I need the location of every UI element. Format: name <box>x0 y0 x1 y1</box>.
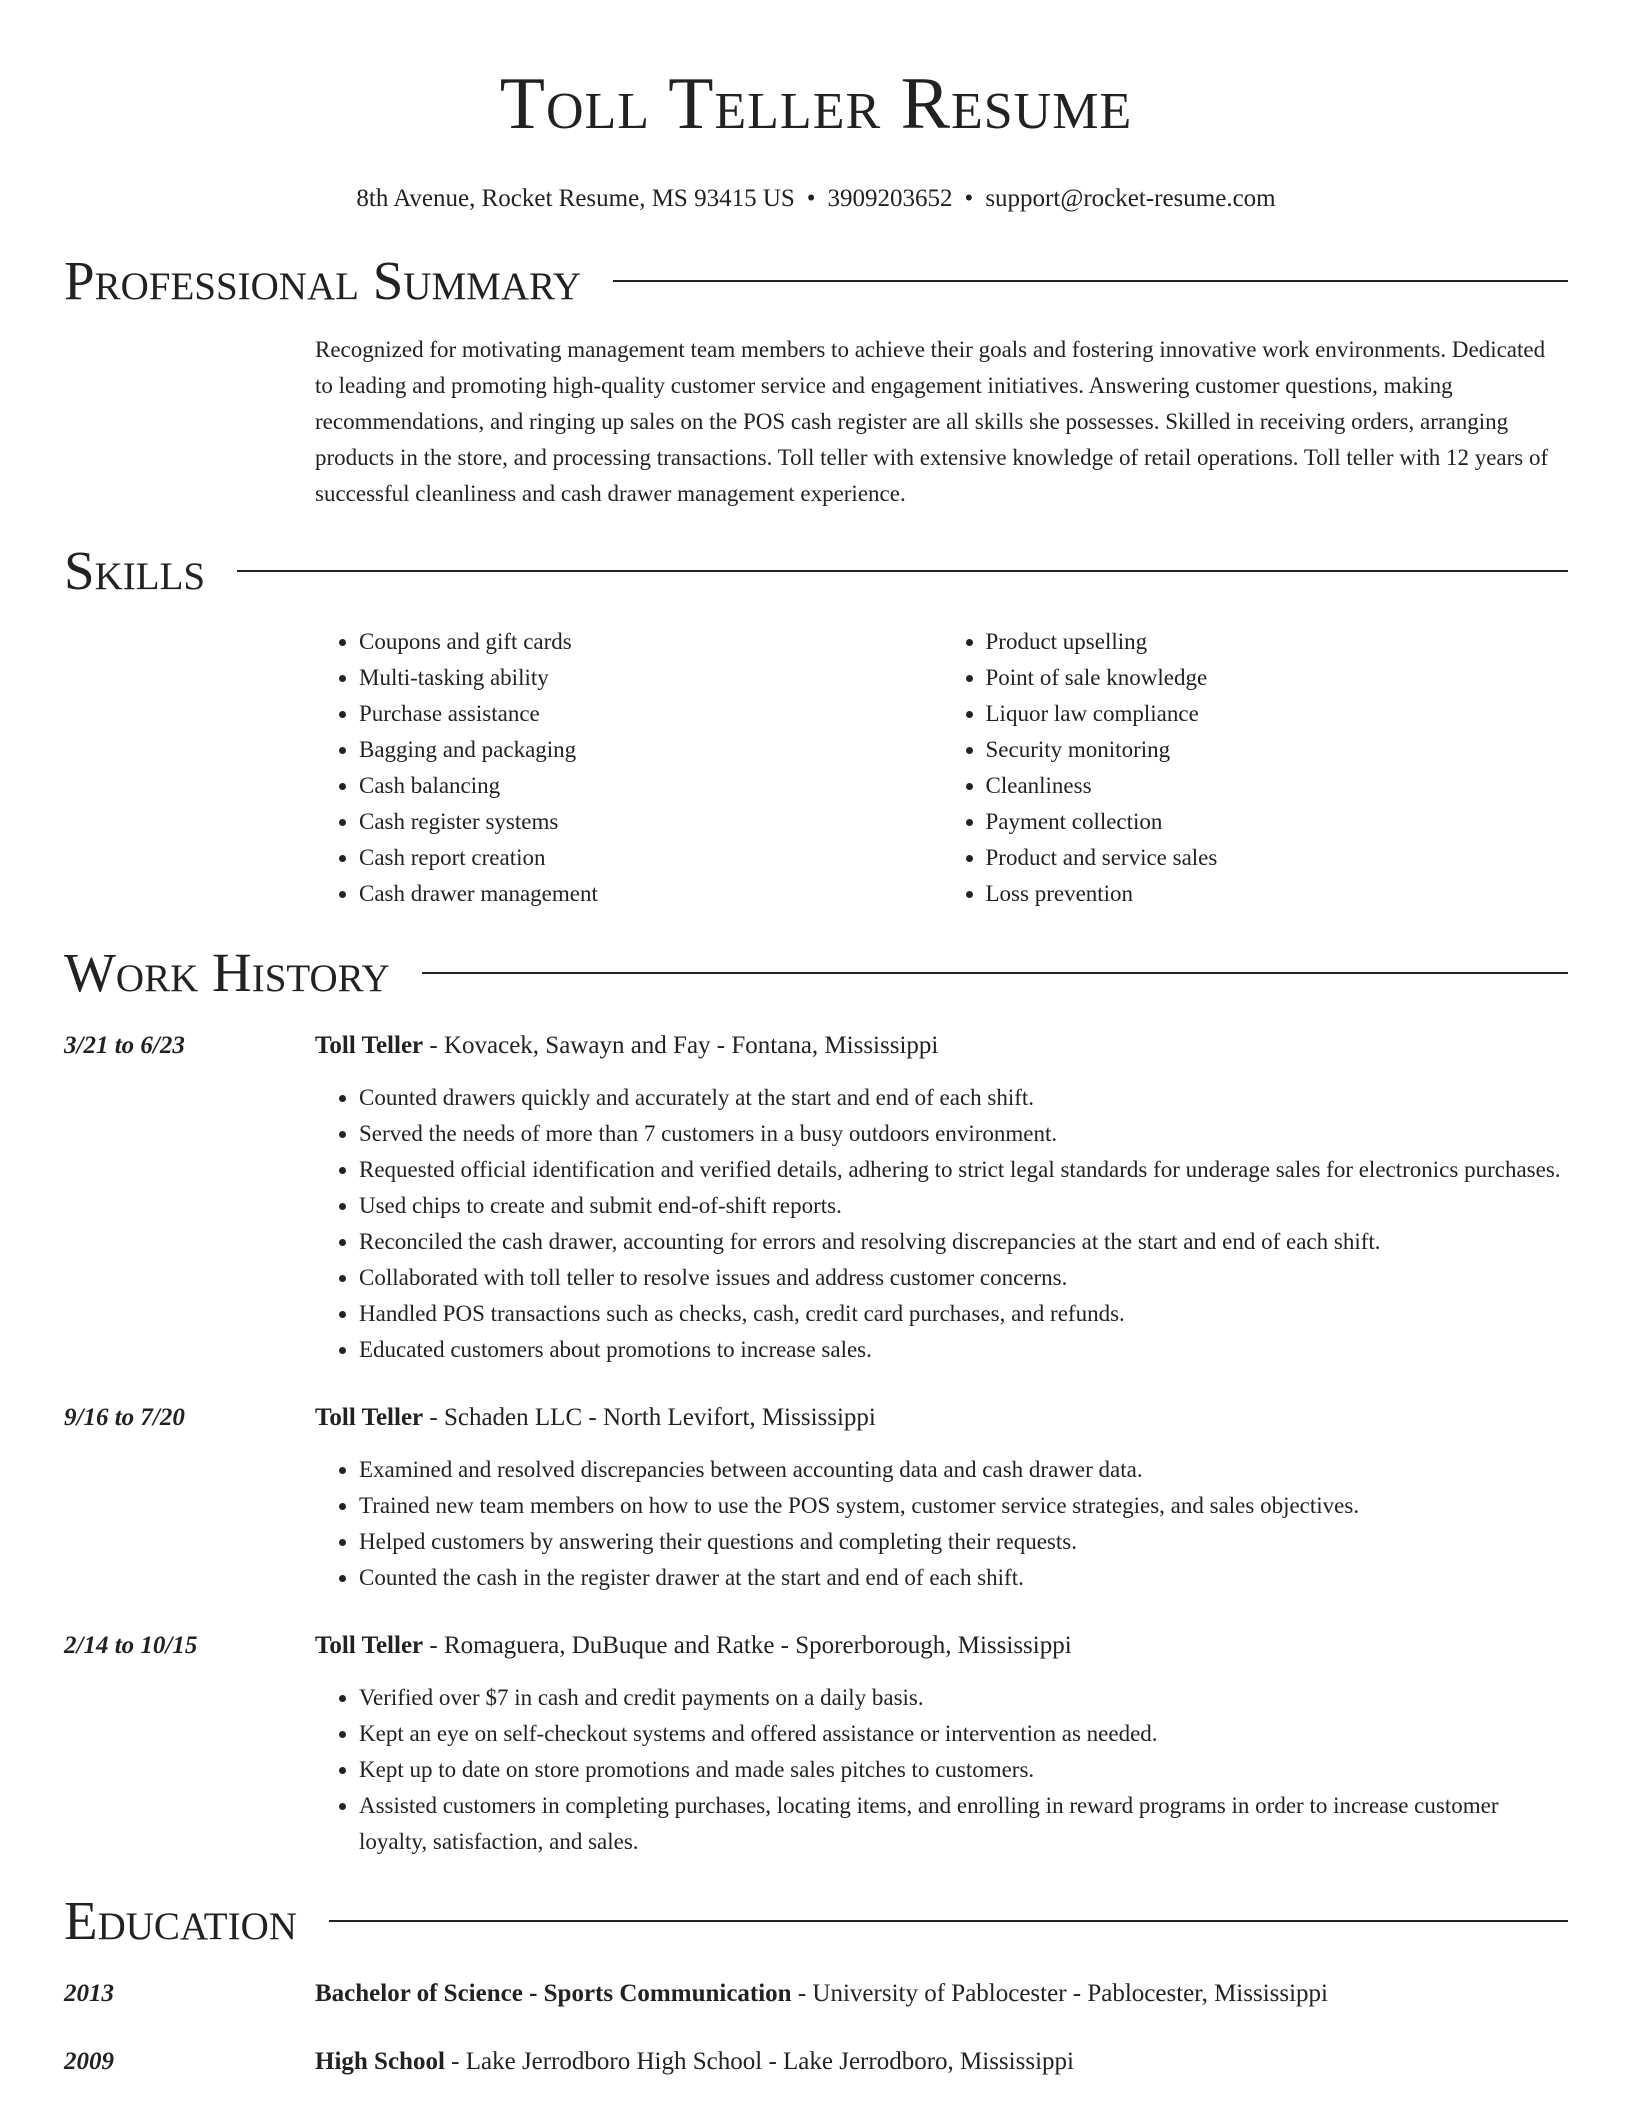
education-section-header <box>64 1888 1568 1954</box>
skill-item: • Security monitoring <box>986 732 1569 768</box>
job-duty: • Reconciled the cash drawer, accounting for errors and resolving discrepancies at the start and end of each shift. <box>359 1224 1568 1260</box>
education-entry <box>64 2044 1568 2080</box>
job-duty: • Served the needs of more than 7 customers in a busy outdoors environment. <box>359 1116 1568 1152</box>
summary-section-title: Professional Summary <box>64 250 582 311</box>
job-employer: - Romaguera, DuBuque and Ratke - Sporerborough, Mississippi <box>423 1632 1072 1659</box>
skill-item: • Payment collection <box>986 804 1569 840</box>
job-dates: 9/16 to 7/20 <box>64 1404 185 1431</box>
job-details <box>315 1400 1568 1596</box>
job-duty: • Counted drawers quickly and accurately at the start and end of each shift. <box>359 1080 1568 1116</box>
job-dates: 2/14 to 10/15 <box>64 1632 198 1659</box>
job-duties <box>315 1680 1568 1860</box>
section-divider <box>613 280 1568 282</box>
section-divider <box>237 570 1568 572</box>
resume-title: Toll Teller Resume <box>499 63 1133 145</box>
skill-item: • Bagging and packaging <box>359 732 942 768</box>
education-school: - Lake Jerrodboro High School - Lake Jerrodboro, Mississippi <box>444 2048 1074 2075</box>
skill-item: • Product and service sales <box>986 840 1569 876</box>
work-section-header <box>64 940 1568 1006</box>
skill-item: • Liquor law compliance <box>986 696 1569 732</box>
contact-line <box>64 184 1568 214</box>
job-duty: • Examined and resolved discrepancies between accounting data and cash drawer data. <box>359 1452 1568 1488</box>
job-employer: - Schaden LLC - North Levifort, Mississippi <box>423 1404 876 1431</box>
education-details <box>315 1976 1328 2012</box>
job-entry <box>64 1028 1568 1368</box>
job-duty: • Handled POS transactions such as checks, cash, credit card purchases, and refunds. <box>359 1296 1568 1332</box>
skills-column-left <box>315 624 942 912</box>
job-duty: • Used chips to create and submit end-of-shift reports. <box>359 1188 1568 1224</box>
skill-item: • Multi-tasking ability <box>359 660 942 696</box>
skills-section-header <box>64 538 1568 604</box>
job-duty: • Educated customers about promotions to increase sales. <box>359 1332 1568 1368</box>
contact-phone: 3909203652 <box>827 185 953 212</box>
education-details <box>315 2044 1074 2080</box>
education-year: 2013 <box>64 1980 114 2007</box>
contact-separator: • <box>806 185 816 212</box>
skill-item: • Coupons and gift cards <box>359 624 942 660</box>
skill-item: • Loss prevention <box>986 876 1569 912</box>
job-entry <box>64 1628 1568 1860</box>
job-heading <box>315 1028 1568 1064</box>
job-duties <box>315 1080 1568 1368</box>
job-details <box>315 1628 1568 1860</box>
summary-text: Recognized for motivating management team members to achieve their goals and fostering innovative work environments. Dedicated to leading and promoting high-quality customer service and engagement initiatives. Answering customer questions, making recommendations, and ringing up sales on the POS cash register are all skills she possesses. Skilled in receiving orders, arranging products in the store, and processing transactions. Toll teller with extensive knowledge of retail operations. Toll teller with 12 years of successful cleanliness and cash drawer management experience. <box>315 337 1549 506</box>
work-section-title: Work History <box>64 942 390 1003</box>
education-school: - University of Pablocester - Pablocester, Mississippi <box>791 1980 1329 2007</box>
job-title: Toll Teller <box>315 1032 424 1059</box>
job-title: Toll Teller <box>315 1632 424 1659</box>
job-entry <box>64 1400 1568 1596</box>
job-duty: • Helped customers by answering their questions and completing their requests. <box>359 1524 1568 1560</box>
job-duty: • Counted the cash in the register drawer at the start and end of each shift. <box>359 1560 1568 1596</box>
job-heading <box>315 1400 1568 1436</box>
section-divider <box>422 972 1568 974</box>
job-duty: • Trained new team members on how to use the POS system, customer service strategies, and sales objectives. <box>359 1488 1568 1524</box>
skill-item: • Product upselling <box>986 624 1569 660</box>
skills-section-title: Skills <box>64 540 206 601</box>
job-duty: • Verified over $7 in cash and credit payments on a daily basis. <box>359 1680 1568 1716</box>
job-duty: • Kept an eye on self-checkout systems and offered assistance or intervention as needed. <box>359 1716 1568 1752</box>
skills-column-right <box>942 624 1569 912</box>
skill-item: • Cash drawer management <box>359 876 942 912</box>
education-year: 2009 <box>64 2048 114 2075</box>
section-divider <box>329 1920 1568 1922</box>
contact-address: 8th Avenue, Rocket Resume, MS 93415 US <box>356 185 795 212</box>
job-duties <box>315 1452 1568 1596</box>
job-duty: • Requested official identification and verified details, adhering to strict legal standards for underage sales for electronics purchases. <box>359 1152 1568 1188</box>
skill-item: • Purchase assistance <box>359 696 942 732</box>
job-title: Toll Teller <box>315 1404 424 1431</box>
summary-section-header <box>64 248 1568 314</box>
job-employer: - Kovacek, Sawayn and Fay - Fontana, Mississippi <box>423 1032 939 1059</box>
contact-email: support@rocket-resume.com <box>985 185 1276 212</box>
education-degree: High School <box>315 2048 445 2075</box>
contact-separator: • <box>964 185 974 212</box>
skill-item: • Cash register systems <box>359 804 942 840</box>
education-section-title: Education <box>64 1890 297 1951</box>
job-duty: • Collaborated with toll teller to resolve issues and address customer concerns. <box>359 1260 1568 1296</box>
job-heading <box>315 1628 1568 1664</box>
job-duty: • Kept up to date on store promotions and made sales pitches to customers. <box>359 1752 1568 1788</box>
job-duty: • Assisted customers in completing purchases, locating items, and enrolling in reward programs in order to increase customer loyalty, satisfaction, and sales. <box>359 1788 1568 1860</box>
skills-list <box>315 624 1568 912</box>
job-dates: 3/21 to 6/23 <box>64 1032 185 1059</box>
skill-item: • Cash balancing <box>359 768 942 804</box>
education-entry <box>64 1976 1568 2012</box>
skill-item: • Cleanliness <box>986 768 1569 804</box>
job-details <box>315 1028 1568 1368</box>
skill-item: • Point of sale knowledge <box>986 660 1569 696</box>
education-degree: Bachelor of Science - Sports Communication <box>315 1980 792 2007</box>
skill-item: • Cash report creation <box>359 840 942 876</box>
